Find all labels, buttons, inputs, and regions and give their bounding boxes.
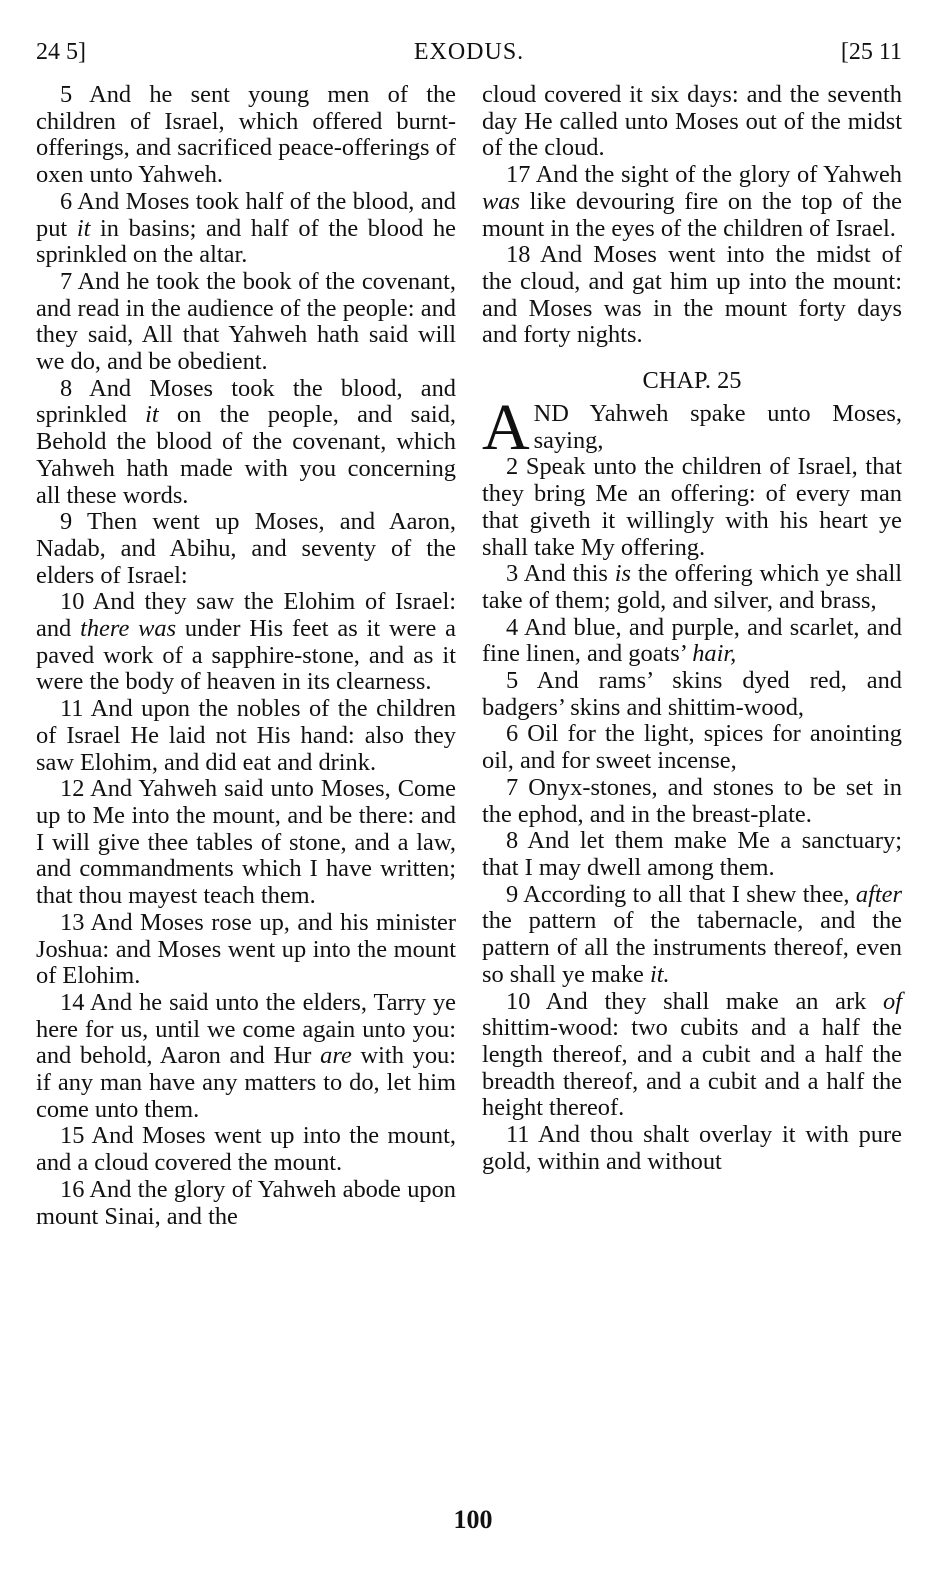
running-header [36, 36, 902, 68]
verse-italic-text: are [320, 1042, 352, 1070]
verse-paragraph [482, 615, 902, 668]
verse-text: the offering which ye shall take of them; gold, and silver, and brass, [482, 560, 902, 614]
verse-paragraph [482, 775, 902, 828]
verse-paragraph [36, 1123, 456, 1176]
verse-paragraph [36, 910, 456, 990]
verse-text: 14 And he said unto the elders, Tarry ye here for us, until we come again unto you: and behold, Aaron and Hur [36, 988, 456, 1070]
verse-text: 2 Speak unto the children of Israel, that they bring Me an offering: of every man that giveth it willingly with his heart ye shall take My offering. [482, 453, 902, 561]
header-verse-range-start: 24 5] [36, 39, 86, 65]
chapter-heading: CHAP. 25 [642, 367, 742, 395]
verse-italic-text: it [76, 214, 91, 242]
verse-paragraph [482, 454, 902, 561]
verse-text: 5 And rams’ skins dyed red, and badgers’ skins and shittim-wood, [482, 667, 902, 721]
page-number: 100 [453, 1505, 493, 1534]
left-column [36, 82, 456, 1230]
verse-paragraph [482, 561, 902, 614]
verse-italic-text: it. [649, 960, 670, 988]
chapter-first-verse-text: ND Yahweh spake unto Moses, saying, [533, 400, 902, 454]
verse-text: like devouring fire on the top of the mount in the eyes of the children of Israel. [482, 187, 902, 242]
verse-paragraph [482, 668, 902, 721]
verse-text: 15 And Moses went up into the mount, and a cloud covered the mount. [36, 1122, 456, 1177]
verse-paragraph [482, 82, 902, 162]
verse-paragraph [36, 696, 456, 776]
drop-cap: A [482, 391, 530, 465]
verse-paragraph [36, 990, 456, 1124]
verse-paragraph [482, 1122, 902, 1175]
verse-paragraph [36, 589, 456, 696]
verse-text: 11 And upon the nobles of the children of Israel He laid not His hand: also they saw Elohim, and did eat and drink. [36, 695, 456, 776]
verse-italic-text: of [883, 987, 902, 1015]
verse-paragraph [36, 189, 456, 269]
verse-paragraph [36, 509, 456, 589]
verse-text: 6 Oil for the light, spices for anointing oil, and for sweet incense, [482, 720, 902, 775]
header-book-title: EXODUS. [413, 39, 525, 65]
verse-text: 13 And Moses rose up, and his minister Joshua: and Moses went up into the mount of Elohim. [36, 908, 456, 990]
verse-text: 10 And they shall make an ark [506, 987, 884, 1015]
verse-italic-text: there was [80, 615, 177, 643]
verse-text: 17 And the sight of the glory of Yahweh [506, 161, 902, 189]
verse-text: 9 According to all that I shew thee, [506, 880, 856, 908]
verse-paragraph [36, 376, 456, 510]
verse-text: 7 And he took the book of the covenant, and read in the audience of the people: and they said, All that Yahweh hath said will we do, and be obedient. [36, 267, 456, 376]
verse-paragraph [482, 882, 902, 989]
verse-text: 11 And thou shalt overlay it with pure gold, within and without [482, 1121, 902, 1175]
verse-text: 8 And let them make Me a sanctuary; that I may dwell among them. [482, 827, 902, 881]
verse-paragraph [36, 82, 456, 189]
verse-paragraph [482, 989, 902, 1123]
verse-text: 7 Onyx-stones, and stones to be set in the ephod, and in the breast-plate. [482, 773, 902, 828]
verse-paragraph [482, 721, 902, 774]
verse-text: 9 Then went up Moses, and Aaron, Nadab, and Abihu, and seventy of the elders of Israel: [36, 508, 456, 589]
verse-text: 16 And the glory of Yahweh abode upon mount Sinai, and the [36, 1175, 456, 1230]
verse-italic-text: hair, [692, 640, 737, 668]
verse-paragraph [36, 776, 456, 910]
verse-text: 5 And he sent young men of the children of Israel, which offered burnt-offerings, and sacrificed peace-offerings of oxen unto Yahweh. [36, 81, 456, 189]
verse-text: 10 And they saw the Elohim of Israel: and [36, 588, 456, 643]
verse-paragraph [482, 828, 902, 881]
verse-text: 8 And Moses took the blood, and sprinkled [36, 374, 456, 429]
right-column-continuation [482, 82, 902, 349]
verse-paragraph [482, 242, 902, 349]
header-verse-range-end: [25 11 [840, 39, 902, 65]
verse-text: shittim-wood: two cubits and a half the length thereof, and a cubit and a half the breadth thereof, and a cubit and a half the height thereof. [482, 1014, 902, 1122]
chapter-first-verse [482, 391, 902, 465]
verse-text: in basins; and half of the blood he sprinkled on the altar. [36, 214, 457, 269]
verse-paragraph [482, 162, 902, 242]
verse-text: with you: if any man have any matters to do, let him come unto them. [36, 1042, 456, 1123]
verse-text: 6 And Moses took half of the blood, and put [36, 187, 456, 242]
verse-text: 18 And Moses went into the midst of the cloud, and gat him up into the mount: and Moses was in the mount forty days and forty nights. [482, 241, 902, 349]
verse-text: 4 And blue, and purple, and scarlet, and fine linen, and goats’ [482, 613, 902, 668]
verse-text: the pattern of the tabernacle, and the pattern of all the instruments thereof, even so shall ye make [482, 907, 902, 988]
verse-italic-text: after [855, 880, 902, 908]
verse-text: 3 And this [506, 560, 615, 588]
right-column [482, 82, 902, 1175]
verse-text: on the people, and said, Behold the blood of the covenant, which Yahweh hath made with you concerning all these words. [36, 401, 456, 509]
verse-text: 12 And Yahweh said unto Moses, Come up to Me into the mount, and be there: and I will give thee tables of stone, and a law, and commandments which I have written; that thou mayest teach them. [36, 775, 456, 910]
verse-text: cloud covered it six days: and the seventh day He called unto Moses out of the midst of the cloud. [482, 81, 902, 162]
verse-italic-text: it [145, 401, 159, 429]
verse-italic-text: was [482, 187, 520, 215]
right-column-verses [482, 454, 902, 1175]
verse-italic-text: is [614, 560, 632, 588]
verse-paragraph [36, 269, 456, 376]
verse-text: under His feet as it were a paved work of a sapphire-stone, and as it were the body of heaven in its clearness. [36, 615, 456, 696]
verse-paragraph [36, 1177, 456, 1230]
